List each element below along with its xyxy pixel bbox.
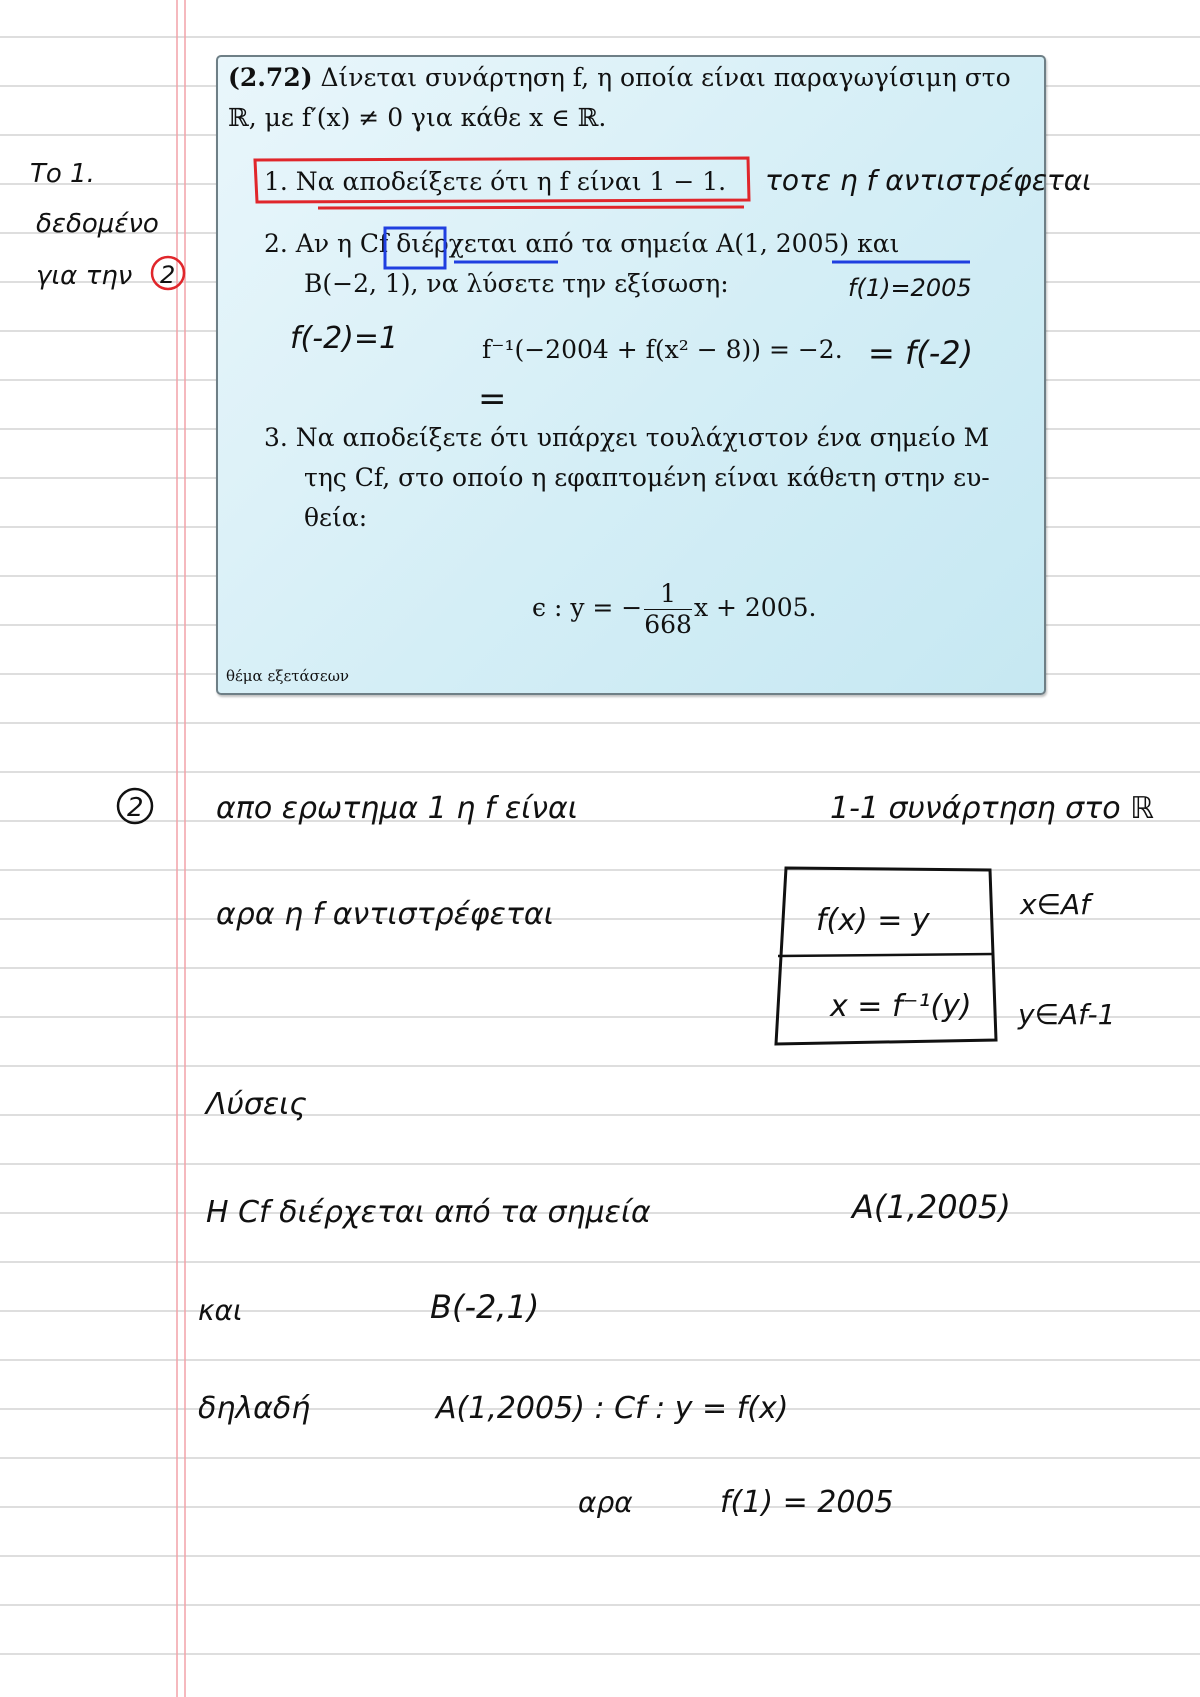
- problem-intro-line1: (2.72) Δίνεται συνάρτηση f, η οποία είναι παραγωγίσιμη στο: [228, 63, 1011, 92]
- problem-number: (2.72): [228, 63, 313, 92]
- notes-line3: Λύσεις: [206, 1087, 307, 1122]
- cf-box: [385, 228, 445, 268]
- problem-intro-line2: ℝ, με f′(x) ≠ 0 για κάθε x ∈ ℝ.: [228, 103, 607, 132]
- notes-circle-label: 2: [127, 793, 144, 823]
- notes-line6-right: A(1,2005) : Cf : y = f(x): [436, 1391, 789, 1426]
- item1-note: τοτε η f αντιστρέφεται: [765, 164, 1092, 197]
- box-bottom: x = f⁻¹(y): [830, 989, 972, 1024]
- problem-item-3-line3: θεία:: [304, 503, 368, 532]
- equation-2: ϵ : y = − $\frac{1}{668}$ x + 2005.: [532, 579, 817, 639]
- problem-item-3-line1: 3. Να αποδείξετε ότι υπάρχει τουλάχιστον ένα σημείο M: [264, 423, 990, 452]
- point-b-note: f(-2)=1: [290, 321, 399, 356]
- notes-line1-right: 1-1 συνάρτηση στο ℝ: [830, 791, 1154, 826]
- notes-line2: αρα η f αντιστρέφεται: [216, 897, 554, 932]
- problem-source: θέμα εξετάσεων: [226, 667, 350, 685]
- problem-item-2-line2: B(−2, 1), να λύσετε την εξίσωση:: [304, 269, 729, 298]
- margin-circle-label: 2: [160, 261, 176, 289]
- margin-note-3: για την: [36, 261, 133, 291]
- margin-note-2: δεδομένο: [36, 209, 159, 239]
- notes-line6: δηλαδή: [198, 1391, 311, 1426]
- notes-line1: απο ερωτημα 1 η f είναι: [216, 791, 578, 826]
- inverse-box-divider: [778, 954, 994, 956]
- item1-underline: [318, 207, 744, 208]
- problem-item-3-line2: της Cf, στο οποίο η εφαπτομένη είναι κάθετη στην ευ-: [304, 463, 990, 492]
- box-right-bottom: y∈Af-1: [1018, 998, 1116, 1031]
- equation-note: = f(-2): [868, 334, 974, 372]
- problem-item-2-line1: 2. Αν η Cf διέρχεται από τα σημεία A(1, 2005) και: [264, 229, 900, 258]
- notes-line5: και: [198, 1294, 243, 1327]
- problem-item-1: 1. Να αποδείξετε ότι η f είναι 1 − 1.: [264, 167, 727, 196]
- point-a-note: f(1)=2005: [848, 274, 972, 302]
- notes-line5-right: B(-2,1): [430, 1288, 540, 1326]
- equation-red-mark: =: [478, 379, 507, 419]
- box-top: f(x) = y: [816, 903, 930, 938]
- item1-box: [255, 158, 749, 202]
- notes-line4: Η Cf διέρχεται από τα σημεία: [206, 1195, 651, 1230]
- margin-note-1: Το 1.: [30, 159, 95, 189]
- notes-line4-right: A(1,2005): [852, 1188, 1011, 1226]
- equation-1: f⁻¹(−2004 + f(x² − 8)) = −2.: [482, 335, 843, 364]
- notes-line7-right: f(1) = 2005: [720, 1485, 894, 1520]
- box-right-top: x∈Af: [1020, 888, 1090, 921]
- notes-line7: αρα: [578, 1486, 633, 1519]
